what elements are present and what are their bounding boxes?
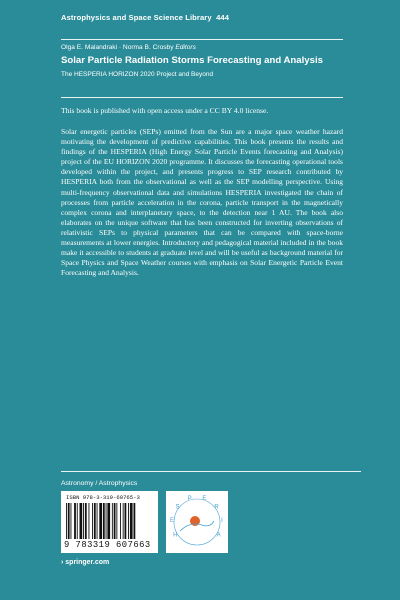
barcode-bar: [103, 503, 105, 539]
divider-middle: [61, 97, 343, 98]
isbn-barcode: [61, 491, 158, 553]
logo-letter: H: [173, 532, 178, 539]
barcode-bar: [74, 503, 76, 539]
barcode-bar: [80, 503, 83, 539]
barcode-bar: [99, 503, 102, 539]
logo-letter: A: [216, 532, 221, 539]
barcode-bar: [134, 503, 136, 539]
barcode-digits: 9 783319 607663: [64, 540, 151, 550]
logo-letter: I: [221, 518, 223, 525]
barcode-bar: [130, 503, 133, 539]
editors-role: Editors: [175, 44, 196, 51]
license-note: This book is published with open access under a CC BY 4.0 license.: [61, 106, 269, 115]
barcode-bar: [89, 503, 90, 539]
barcode-bar: [106, 503, 107, 539]
barcode-bar: [68, 503, 70, 539]
barcode-bar: [85, 503, 87, 539]
barcode-bar: [66, 503, 67, 539]
isbn-label: ISBN 978-3-319-60765-3: [66, 494, 140, 501]
series-volume: 444: [216, 13, 230, 22]
barcode-bar: [125, 503, 127, 539]
barcode-bar: [71, 503, 72, 539]
series-line: [61, 13, 229, 22]
book-title: Solar Particle Radiation Storms Forecasting and Analysis: [61, 55, 323, 66]
series-name: Astrophysics and Space Science Library: [61, 13, 212, 22]
divider-bottom: [61, 471, 361, 472]
barcode-bar: [97, 503, 98, 539]
barcode-bar: [114, 503, 116, 539]
editors-line: [61, 44, 196, 51]
book-description: Solar energetic particles (SEPs) emitted from the Sun are a major space weather hazard motivating the development of predictive capabilities. This book presents the results and findings of the HESPERIA (High Energy Solar Particle Events forecasting and Analysis) project of the EU HORIZON 2020 programme. It discusses the forecasting operational tools developed within the project, and presents progress to SEP research contributed by HESPERIA both from the observational as well as the SEP modelling perspective. Using multi-frequency observational data and simulations HESPERIA investigated the chain of processes from particle acceleration in the corona, particle transport in the magnetically complex corona and interplanetary space, to the detection near 1 AU. The book also elaborates on the unique software that has been constructed for inverting observations of relativistic SEPs to physical parameters that can be compared with space-borne measurements at lower energies. Introductory and pedagogical material included in the book make it accessible to students at graduate level and will be useful as background material for Space Physics and Space Weather courses with emphasis on Solar Energetic Particle Event Forecasting and Analysis.: [61, 127, 343, 278]
barcode-bar: [128, 503, 129, 539]
barcode-bars: [66, 503, 153, 539]
barcode-bar: [107, 503, 110, 539]
logo-letter: P: [187, 496, 192, 503]
book-subtitle: The HESPERIA HORIZON 2020 Project and Beyond: [61, 71, 214, 78]
barcode-bar: [94, 503, 96, 539]
subject-category: Astronomy / Astrophysics: [61, 480, 138, 487]
hesperia-logo-graphic: [166, 491, 228, 553]
barcode-bar: [77, 503, 78, 539]
barcode-bar: [116, 503, 117, 539]
editor-names: Olga E. Malandraki · Norma B. Crosby: [61, 44, 174, 51]
logo-letter: E: [202, 496, 207, 503]
barcode-bar: [120, 503, 121, 539]
publisher-link[interactable]: › springer.com: [61, 559, 110, 566]
divider-top: [61, 39, 343, 40]
logo-letter: S: [175, 504, 180, 511]
barcode-bar: [92, 503, 93, 539]
barcode-bar: [83, 503, 84, 539]
hesperia-logo: [166, 491, 228, 553]
logo-letter: E: [170, 518, 175, 525]
barcode-bar: [112, 503, 113, 539]
logo-letter: R: [214, 504, 219, 511]
barcode-bar: [123, 503, 124, 539]
